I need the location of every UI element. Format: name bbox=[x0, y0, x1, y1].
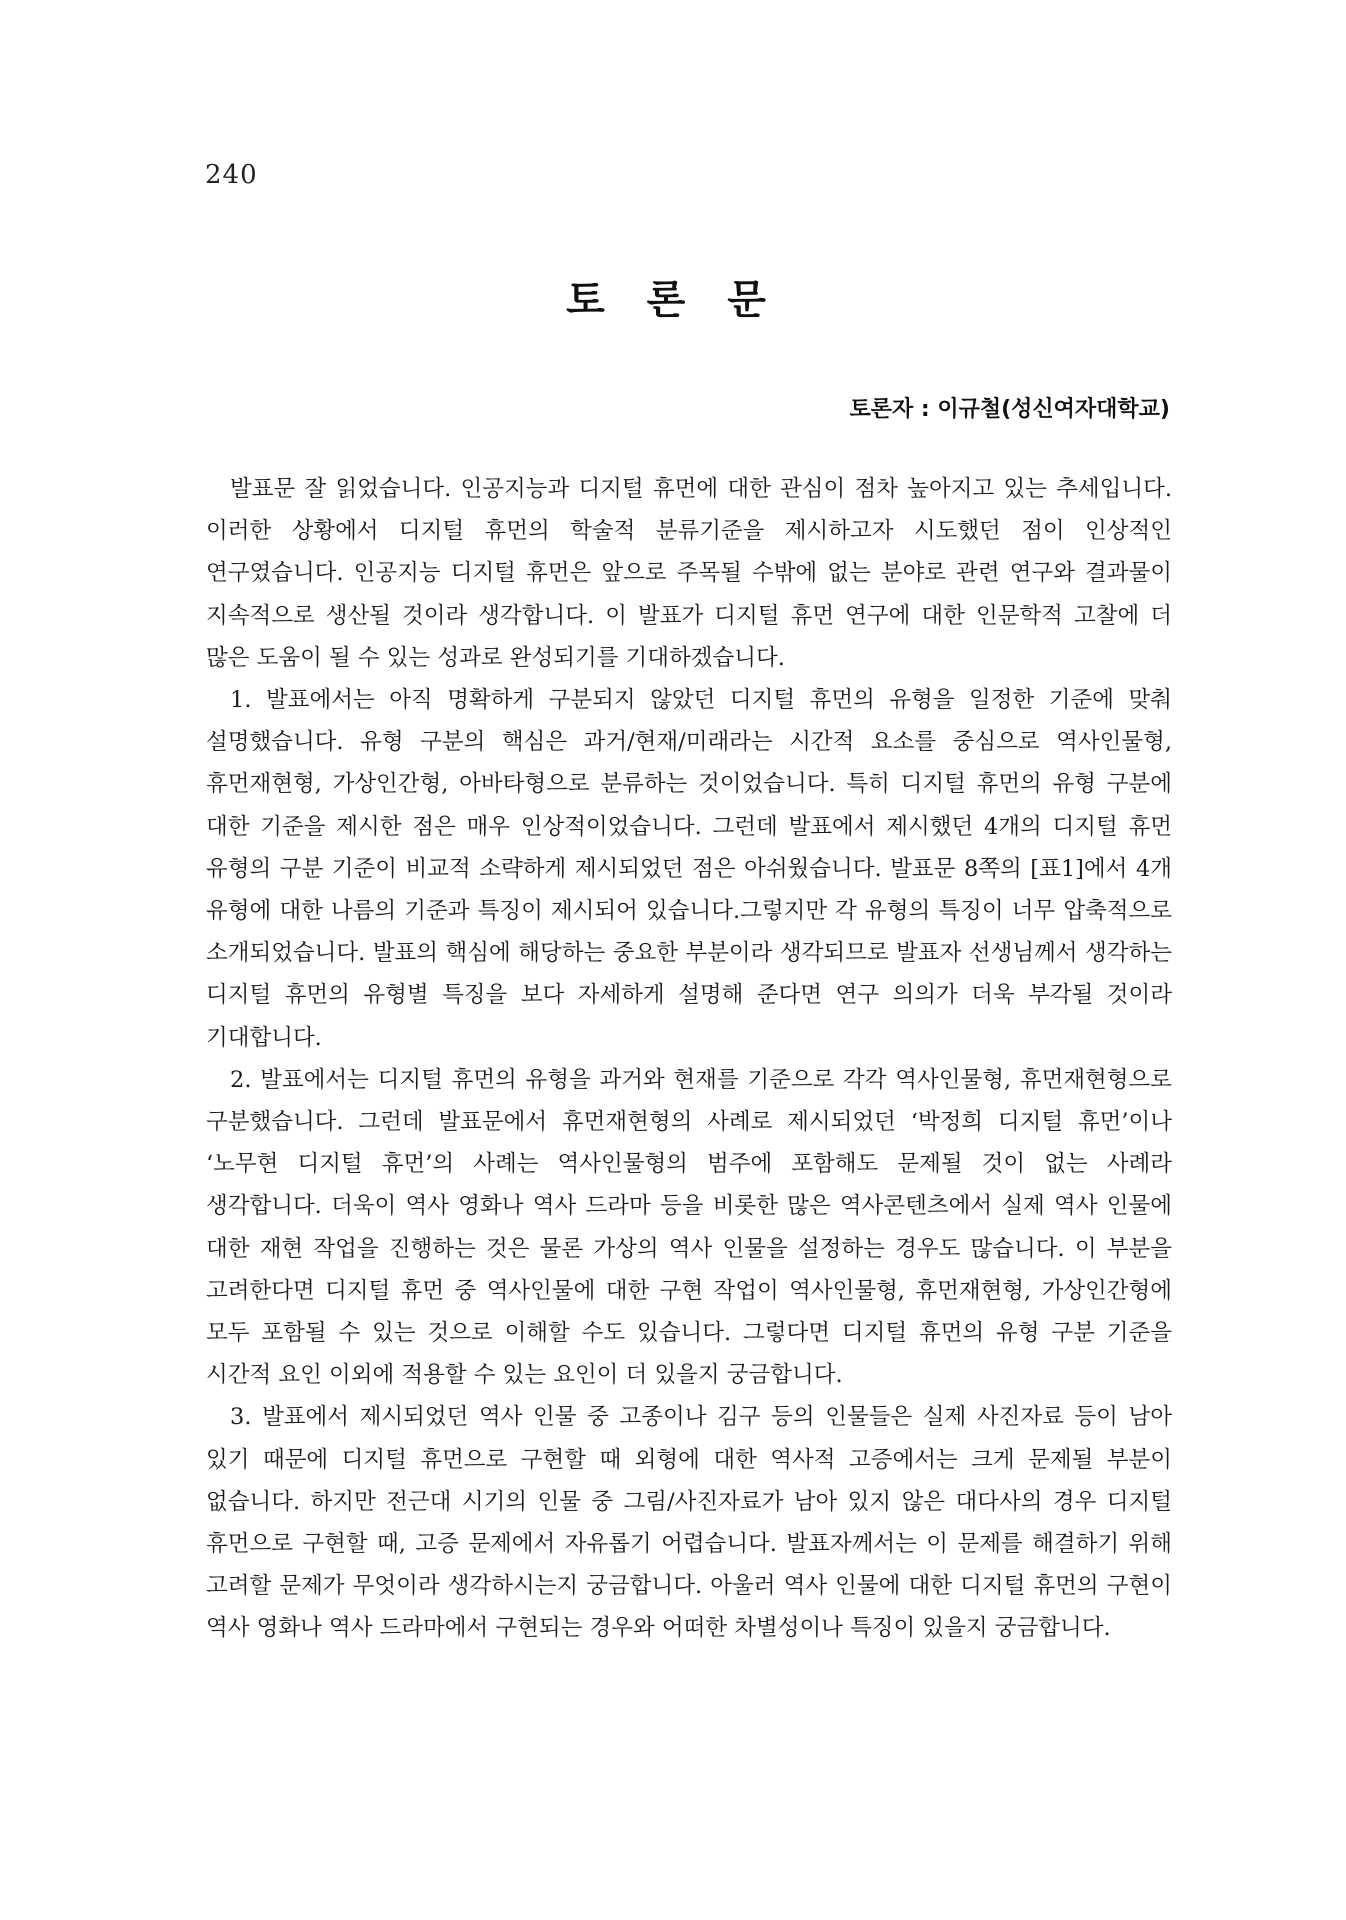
paragraph-point-3: 3. 발표에서 제시되었던 역사 인물 중 고종이나 김구 등의 인물들은 실제 사진자료 등이 남아 있기 때문에 디지털 휴먼으로 구현할 때 외형에 대한 역사적 고증에서는 크게 문제될 부분이 없습니다. 하지만 전근대 시기의 인물 중 그림/사진자료가 남아 있지 않은 대다사의 경우 디지털 휴먼으로 구현할 때, 고증 문제에서 자유롭기 어렵습니다. 발표자께서는 이 문제를 해결하기 위해 고려할 문제가 무엇이라 생각하시는지 궁금합니다. 아울러 역사 인물에 대한 디지털 휴먼의 구현이 역사 영화나 역사 드라마에서 구현되는 경우와 어떠한 차별성이나 특징이 있을지 궁금합니다. bbox=[206, 1404, 1172, 1642]
discussant-line: 토론자 : 이규철(성신여자대학교) bbox=[849, 397, 1170, 422]
page-number: 240 bbox=[205, 160, 258, 190]
document-title: 토 론 문 bbox=[566, 277, 780, 323]
paragraph-intro: 발표문 잘 읽었습니다. 인공지능과 디지털 휴먼에 대한 관심이 점차 높아지고 있는 추세입니다. 이러한 상황에서 디지털 휴먼의 학술적 분류기준을 제시하고자 시도했던 점이 인상적인 연구였습니다. 인공지능 디지털 휴먼은 앞으로 주목될 수밖에 없는 분야로 관련 연구와 결과물이 지속적으로 생산될 것이라 생각합니다. 이 발표가 디지털 휴먼 연구에 대한 인문학적 고찰에 더 많은 도움이 될 수 있는 성과로 완성되기를 기대하겠습니다. bbox=[206, 476, 1172, 671]
paragraph-point-2: 2. 발표에서는 디지털 휴먼의 유형을 과거와 현재를 기준으로 각각 역사인물형, 휴먼재현형으로 구분했습니다. 그런데 발표문에서 휴먼재현형의 사례로 제시되었던 ‘박정희 디지털 휴먼’이나 ‘노무현 디지털 휴먼’의 사례는 역사인물형의 범주에 포함해도 문제될 것이 없는 사례라 생각합니다. 더욱이 역사 영화나 역사 드라마 등을 비롯한 많은 역사콘텐츠에서 실제 역사 인물에 대한 재현 작업을 진행하는 것은 물론 가상의 역사 인물을 설정하는 경우도 많습니다. 이 부분을 고려한다면 디지털 휴먼 중 역사인물에 대한 구현 작업이 역사인물형, 휴먼재현형, 가상인간형에 모두 포함될 수 있는 것으로 이해할 수도 있습니다. 그렇다면 디지털 휴먼의 유형 구분 기준을 시간적 요인 이외에 적용할 수 있는 요인이 더 있을지 궁금합니다. bbox=[206, 1066, 1172, 1389]
body-text bbox=[206, 468, 1172, 1650]
paragraph-point-1: 1. 발표에서는 아직 명확하게 구분되지 않았던 디지털 휴먼의 유형을 일정한 기준에 맞춰 설명했습니다. 유형 구분의 핵심은 과거/현재/미래라는 시간적 요소를 중심으로 역사인물형, 휴먼재현형, 가상인간형, 아바타형으로 분류하는 것이었습니다. 특히 디지털 휴먼의 유형 구분에 대한 기준을 제시한 점은 매우 인상적이었습니다. 그런데 발표에서 제시했던 4개의 디지털 휴먼 유형의 구분 기준이 비교적 소략하게 제시되었던 점은 아쉬웠습니다. 발표문 8쪽의 [표1]에서 4개 유형에 대한 나름의 기준과 특징이 제시되어 있습니다.그렇지만 각 유형의 특징이 너무 압축적으로 소개되었습니다. 발표의 핵심에 해당하는 중요한 부분이라 생각되므로 발표자 선생님께서 생각하는 디지털 휴먼의 유형별 특징을 보다 자세하게 설명해 준다면 연구 의의가 더욱 부각될 것이라 기대합니다. bbox=[206, 687, 1172, 1051]
